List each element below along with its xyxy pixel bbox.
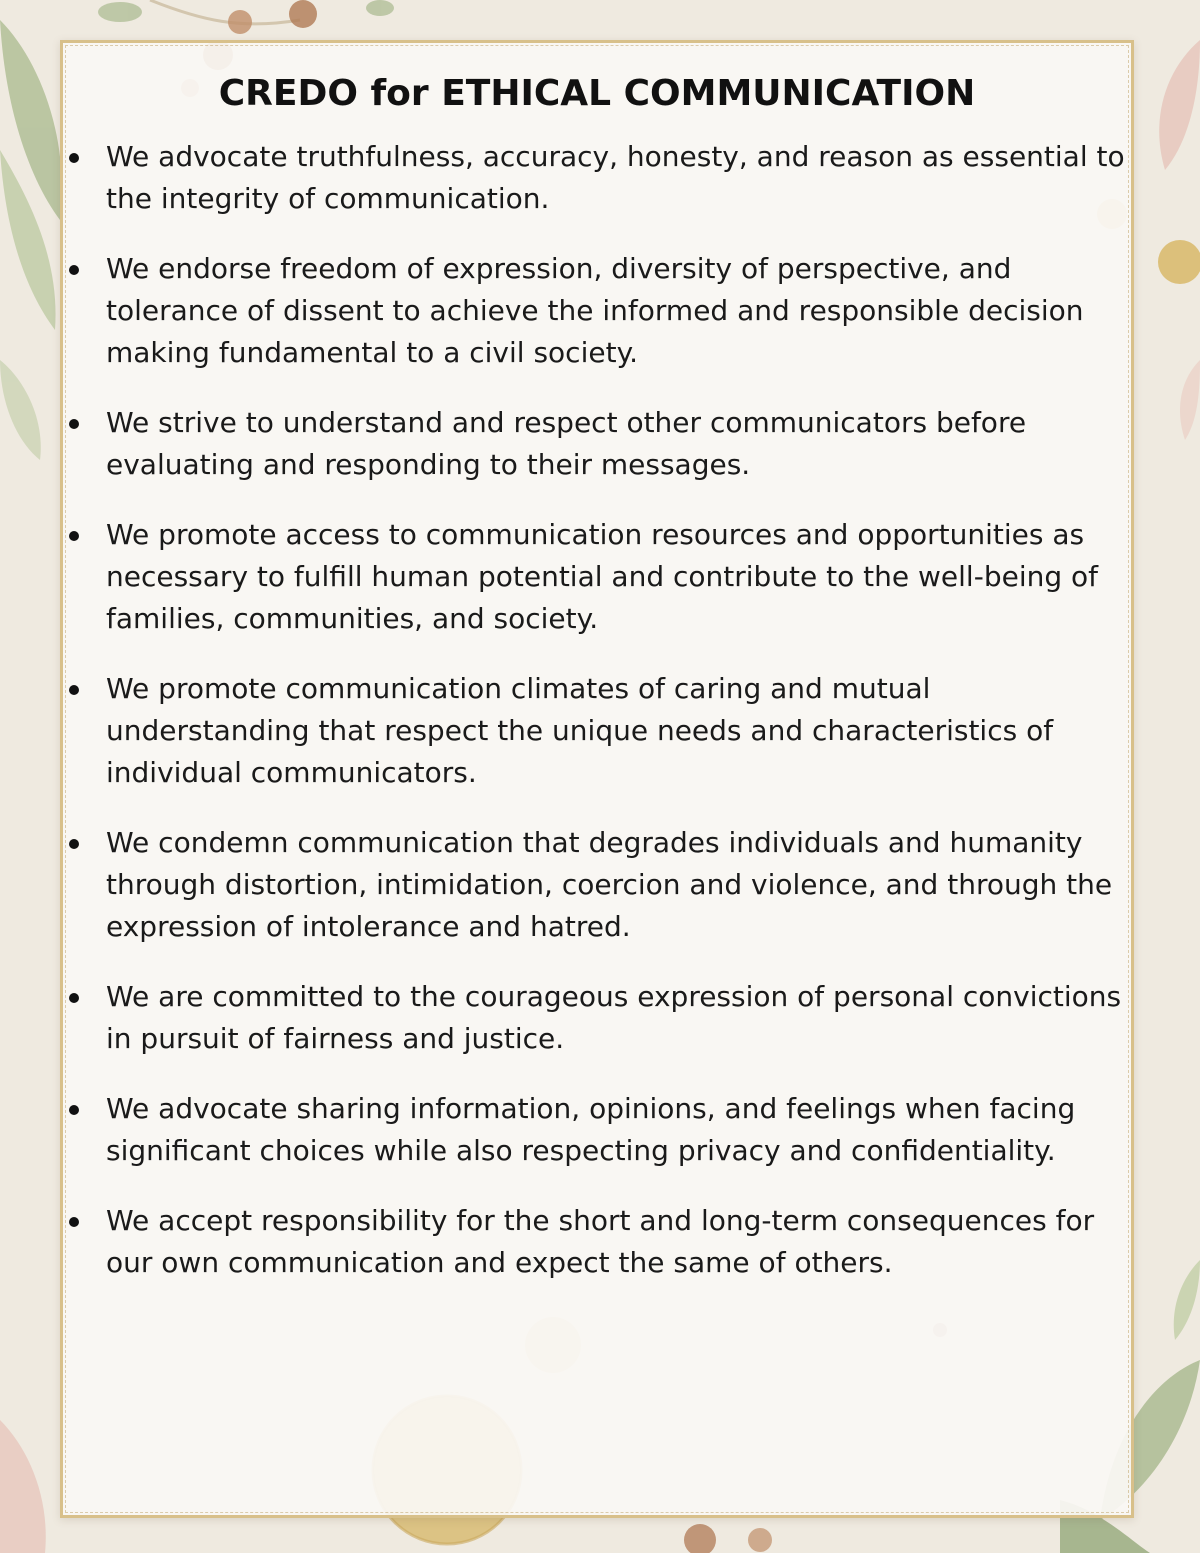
bullet-icon bbox=[69, 839, 79, 849]
credo-item-text: We promote access to communication resources and opportunities as necessary to fulfill human potential and contribute to the well-being of families, communities, and society. bbox=[106, 518, 1099, 635]
credo-item-text: We promote communication climates of caring and mutual understanding that respect the unique needs and characteristics of individual communicators. bbox=[106, 672, 1054, 789]
credo-item-text: We accept responsibility for the short and long-term consequences for our own communication and expect the same of others. bbox=[106, 1204, 1095, 1279]
bullet-icon bbox=[69, 1105, 79, 1115]
bullet-icon bbox=[69, 265, 79, 275]
credo-item bbox=[66, 514, 1132, 640]
bullet-icon bbox=[69, 1217, 79, 1227]
credo-item-text: We strive to understand and respect other communicators before evaluating and responding to their messages. bbox=[106, 406, 1027, 481]
credo-item bbox=[66, 976, 1132, 1060]
leaf-decoration-bottom-left bbox=[0, 1420, 46, 1553]
credo-item-text: We advocate truthfulness, accuracy, honesty, and reason as essential to the integrity of communication. bbox=[106, 140, 1125, 215]
credo-item-text: We condemn communication that degrades individuals and humanity through distortion, intimidation, coercion and violence, and through the expression of intolerance and hatred. bbox=[106, 826, 1113, 943]
bullet-icon bbox=[69, 685, 79, 695]
petal-decoration-right bbox=[1159, 40, 1200, 440]
credo-item bbox=[66, 248, 1132, 374]
bullet-icon bbox=[69, 993, 79, 1003]
bullet-icon bbox=[69, 419, 79, 429]
bullet-icon bbox=[69, 531, 79, 541]
credo-item-text: We endorse freedom of expression, diversity of perspective, and tolerance of dissent to achieve the informed and responsible decision making fundamental to a civil society. bbox=[106, 252, 1084, 369]
bullet-icon bbox=[69, 153, 79, 163]
credo-item-text: We advocate sharing information, opinions, and feelings when facing significant choices while also respecting privacy and confidentiality. bbox=[106, 1092, 1076, 1167]
document-title: CREDO for ETHICAL COMMUNICATION bbox=[218, 73, 976, 114]
credo-item bbox=[66, 402, 1132, 486]
credo-item bbox=[66, 1200, 1132, 1284]
credo-list bbox=[66, 136, 1132, 1312]
credo-item bbox=[66, 822, 1132, 948]
credo-item bbox=[66, 1088, 1132, 1172]
credo-item bbox=[66, 136, 1132, 220]
credo-item bbox=[66, 668, 1132, 794]
credo-item-text: We are committed to the courageous expression of personal convictions in pursuit of fairness and justice. bbox=[106, 980, 1122, 1055]
leaf-decoration-left bbox=[0, 20, 62, 460]
